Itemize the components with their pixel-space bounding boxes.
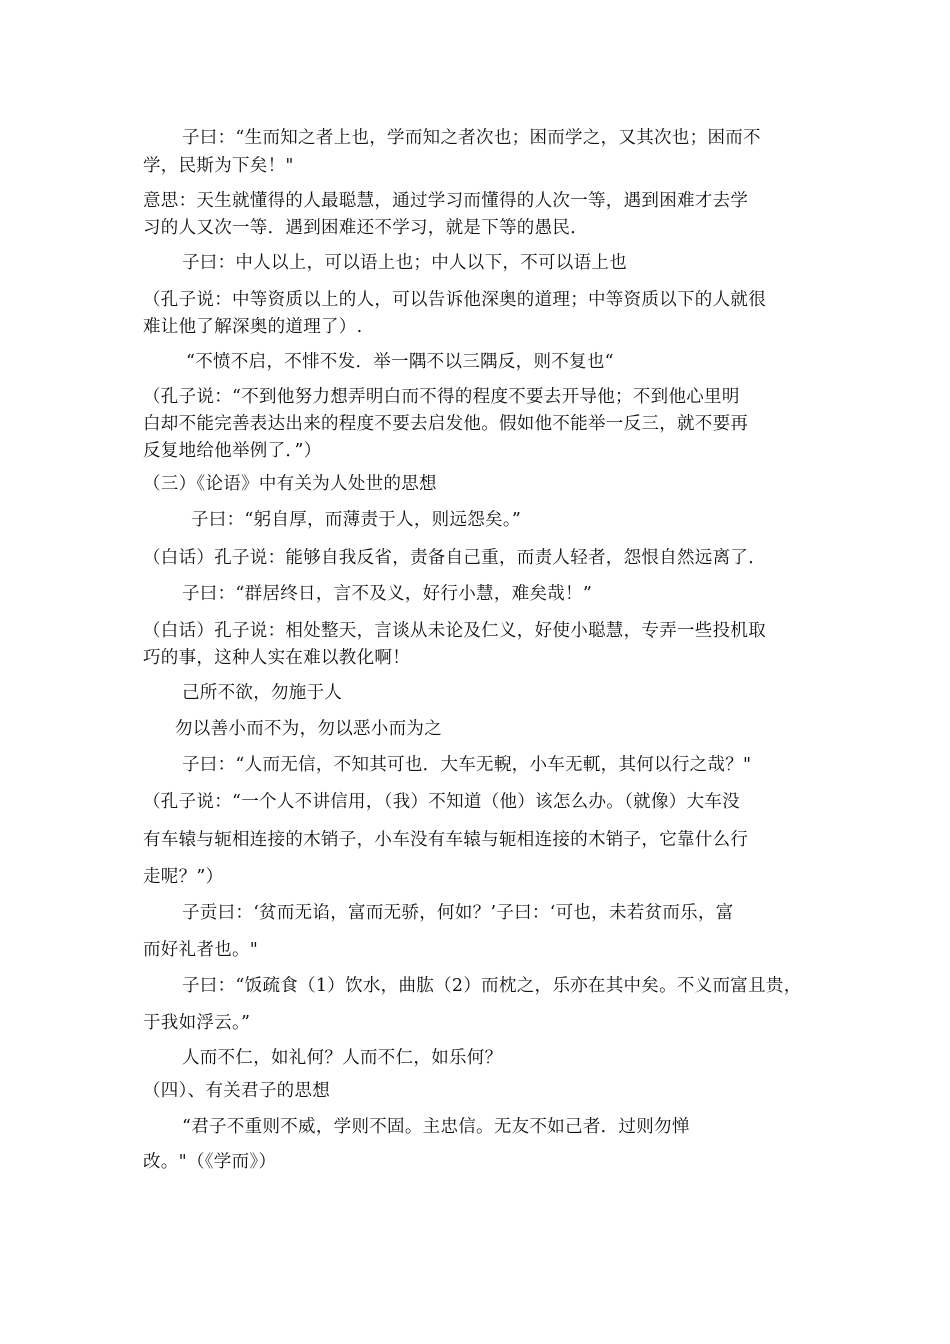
text-line: 而好礼者也。"	[143, 940, 259, 960]
text-line: 学，民斯为下矣！"	[143, 156, 294, 176]
text-line: （白话）孔子说：相处整天，言谈从未论及仁义，好使小聪慧，专弄一些投机取	[143, 621, 766, 641]
text-line: 子曰：“躬自厚，而薄责于人，则远怨矣。”	[191, 510, 522, 530]
section-heading: （三）《论语》中有关为人处世的思想	[143, 474, 437, 494]
text-line: 走呢？”）	[143, 867, 224, 887]
text-line: 意思：天生就懂得的人最聪慧，通过学习而懂得的人次一等，遇到困难才去学	[143, 191, 749, 211]
text-line: 人而不仁，如礼何？人而不仁，如乐何？	[182, 1048, 503, 1068]
text-line: 巧的事，这种人实在难以教化啊！	[143, 648, 410, 668]
text-line: 改。"（《学而》）	[143, 1152, 277, 1172]
text-line: 子曰：“生而知之者上也，学而知之者次也；困而学之，又其次也；困而不	[182, 128, 761, 148]
text-line: “君子不重则不威，学则不固。主忠信。无友不如己者．过则勿惮	[182, 1117, 690, 1137]
text-line: 反复地给他举例了．”）	[143, 441, 322, 461]
text-line: 有车辕与轭相连接的木销子，小车没有车辕与轭相连接的木销子，它靠什么行	[143, 830, 749, 850]
text-line: （孔子说：“不到他努力想弄明白而不得的程度不要去开导他；不到他心里明	[143, 387, 740, 407]
text-line: 子曰：中人以上，可以语上也；中人以下，不可以语上也	[182, 253, 627, 273]
text-line: （白话）孔子说：能够自我反省，责备自己重，而责人轻者，怨恨自然远离了．	[143, 548, 766, 568]
text-line: 子曰：“群居终日，言不及义，好行小慧，难矣哉！”	[182, 584, 593, 604]
text-line: 子贡曰：‘贫而无谄，富而无骄，何如？’子曰：‘可也，未若贫而乐，富	[182, 903, 734, 923]
text-line: （孔子说：“一个人不讲信用，（我）不知道（他）该怎么办。（就像）大车没	[143, 792, 740, 812]
text-line: 难让他了解深奥的道理了）.	[143, 317, 363, 337]
text-line: 白却不能完善表达出来的程度不要去启发他。假如他不能举一反三，就不要再	[143, 414, 749, 434]
text-line: 勿以善小而不为，勿以恶小而为之	[175, 719, 442, 739]
text-line: 子曰：“人而无信，不知其可也．大车无輗，小车无軏，其何以行之哉？"	[182, 755, 752, 775]
text-line: 子曰：“饭疏食（1）饮水，曲肱（2）而枕之，乐亦在其中矣。不义而富且贵，	[182, 976, 802, 996]
text-line: 习的人又次一等．遇到困难还不学习，就是下等的愚民．	[143, 218, 588, 238]
text-line: （孔子说：中等资质以上的人，可以告诉他深奥的道理；中等资质以下的人就很	[143, 290, 766, 310]
section-heading: （四）、有关君子的思想	[143, 1081, 331, 1101]
text-line: 己所不欲，勿施于人	[182, 683, 343, 703]
text-line: “不愤不启，不悱不发．举一隅不以三隅反，则不复也“	[186, 352, 614, 372]
text-line: 于我如浮云。”	[143, 1013, 251, 1033]
